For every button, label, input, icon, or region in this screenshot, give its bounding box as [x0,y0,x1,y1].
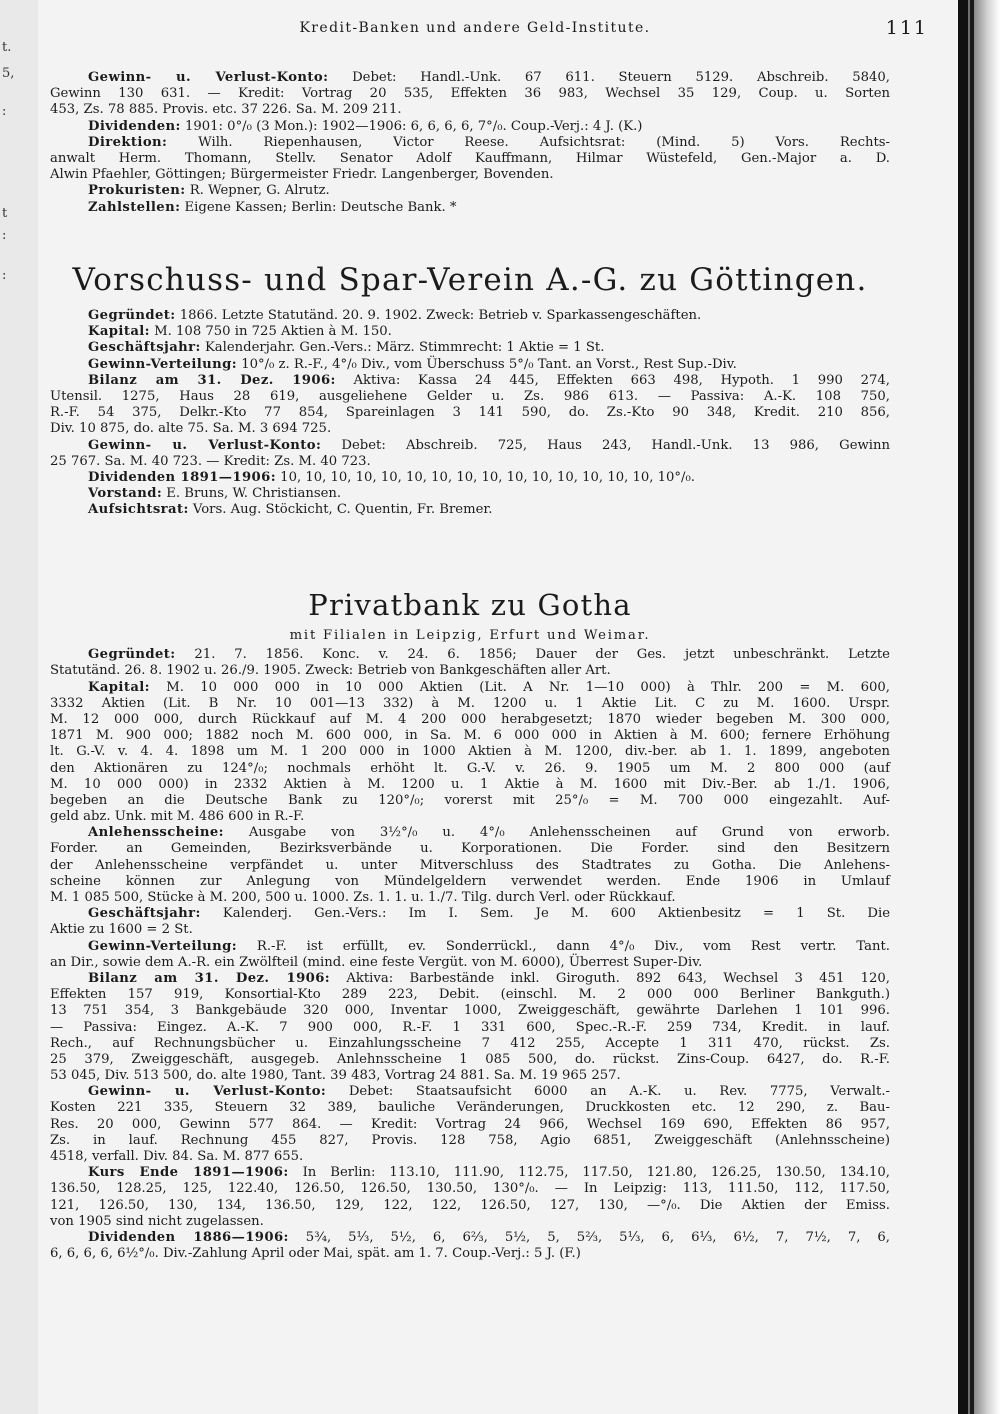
entry-text: 121, 126.50, 130, 134, 136.50, 129, 122, 122, 126.50, 127, 130, —°/₀. Die Aktien der Emiss. [50,1197,890,1213]
text-line [50,1181,890,1197]
entry-text: 21. 7. 1856. Konc. v. 24. 6. 1856; Dauer der Ges. jetzt unbeschränkt. Letzte [175,647,890,663]
entry-text: Kalenderj. Gen.-Vers.: Im I. Sem. Je M. 600 Aktienbesitz = 1 St. Die [200,906,890,922]
entry-label: Kurs Ende 1891—1906: [88,1165,289,1181]
entry-text: geld abz. Unk. mit M. 486 600 in R.-F. [50,809,305,825]
text-line [50,308,890,324]
text-line [50,502,890,518]
entry-text: von 1905 sind nicht zugelassen. [50,1213,264,1229]
entry-label: Gewinn- u. Verlust-Konto: [88,70,329,85]
text-line [50,1100,890,1116]
text-line [50,922,890,938]
text-line [50,696,890,712]
entry-text: Debet: Staatsaufsicht 6000 an A.-K. u. Rev. 7775, Verwalt.- [326,1084,890,1100]
entry-text: 4518, verfall. Div. 84. Sa. M. 877 655. [50,1149,304,1164]
section-vorschuss-verein [50,308,890,518]
entry-text: Kalenderjahr. Gen.-Vers.: März. Stimmrecht: 1 Aktie = 1 St. [200,340,605,356]
entry-text: 5¾, 5⅓, 5½, 6, 6⅔, 5½, 5, 5⅔, 5⅓, 6, 6⅓, 6½, 7, 7½, 7, 6, [288,1229,890,1245]
entry-text: der Anlehensscheine verpfändet u. unter Mitverschluss des Stadtrates zu Gotha. Die Anlehens- [50,857,890,873]
entry-text: 10°/₀ z. R.-F., 4°/₀ Div., vom Überschuss 5°/₀ Tant. an Vorst., Rest Sup.-Div. [237,356,737,372]
text-line [50,858,890,874]
text-line [50,955,890,971]
entry-text: M. 108 750 in 725 Aktien à M. 150. [149,324,392,340]
entry-label: Geschäftsjahr: [88,340,201,356]
entry-text: Aktiva: Kassa 24 445, Effekten 663 498, Hypoth. 1 990 274, [335,372,890,388]
text-line [50,647,890,663]
entry-label: Aufsichtsrat: [88,502,189,518]
text-line [50,1003,890,1019]
entry-text: Forder. an Gemeinden, Bezirksverbände u. Korporationen. Die Forder. sind den Besitzern [50,841,890,857]
margin-mark: : [2,268,7,283]
text-line [50,1117,890,1133]
entry-text: 1871 M. 900 000; 1882 noch M. 600 000, in Sa. M. 6 000 000 in Aktien à M. 600; fernere Erhöhung [50,728,890,744]
text-line [50,777,890,793]
text-line [50,151,890,167]
text-line [50,1246,890,1262]
section-privatbank-gotha [50,628,890,1262]
entry-text: 6, 6, 6, 6, 6½°/₀. Div.-Zahlung April oder Mai, spät. am 1. 7. Coup.-Verj.: 5 J. (F.) [50,1246,581,1262]
text-line [50,119,890,135]
entry-text: 25 379, Zweiggeschäft, ausgegeb. Anlehnsscheine 1 085 500, do. rückst. Zins-Coup. 6427, do. R.-F. [50,1051,890,1067]
text-line [50,971,890,987]
text-line [50,1052,890,1068]
text-line [50,890,890,906]
text-line [50,939,890,955]
entry-label: Geschäftsjahr: [88,906,201,922]
text-line [50,1165,890,1181]
text-line [50,1068,890,1084]
text-line [50,728,890,744]
entry-text: 25 767. Sa. M. 40 723. — Kredit: Zs. M. 40 723. [50,453,371,469]
text-line [50,906,890,922]
text-line [50,324,890,340]
entry-text: M. 10 000 000 in 10 000 Aktien (Lit. A Nr. 1—10 000) à Thlr. 200 = M. 600, [149,679,890,695]
entry-text: Effekten 157 919, Konsortial-Kto 289 223, Debit. (einschl. M. 2 000 000 Berliner Bankguth.) [50,987,890,1003]
entry-text: R. Wepner, G. Alrutz. [185,183,330,199]
text-line [50,663,890,679]
text-line [50,825,890,841]
text-line [50,200,890,216]
entry-text: an Dir., sowie dem A.-R. ein Zwölfteil (mind. eine feste Vergüt. von M. 6000), Überrest Super-Div. [50,954,703,970]
text-line [50,70,890,86]
text-line [50,1214,890,1230]
margin-mark: 5, [2,66,15,81]
text-line [50,744,890,760]
entry-text: Res. 20 000, Gewinn 577 864. — Kredit: Vortrag 24 966, Wechsel 169 690, Effekten 86 957, [50,1116,890,1132]
entry-text: In Berlin: 113.10, 111.90, 112.75, 117.50, 121.80, 126.25, 130.50, 134.10, [288,1165,890,1181]
entry-label: Bilanz am 31. Dez. 1906: [88,970,331,986]
entry-label: Direktion: [88,134,168,150]
entry-text: Zs. in lauf. Rechnung 455 827, Provis. 128 758, Agio 6851, Zweiggeschäft (Anlehnsscheine) [50,1132,890,1148]
text-line [50,421,890,437]
left-page-edge [0,0,38,1414]
text-line [50,357,890,373]
margin-mark: : [2,228,7,243]
entry-text: Debet: Abschreib. 725, Haus 243, Handl.-Unk. 13 986, Gewinn [321,437,890,453]
entry-text: scheine können zur Anlegung von Mündelgeldern verwendet werden. Ende 1906 in Umlauf [50,873,890,889]
entry-text: 13 751 354, 3 Bankgebäude 320 000, Inventar 1000, Zweiggeschäft, gewährte Darlehen 1 101 996. [50,1003,890,1019]
entry-text: R.-F. ist erfüllt, ev. Sonderrückl., dann 4°/₀ Div., vom Rest vertr. Tant. [237,938,890,954]
entry-text: — Passiva: Eingez. A.-K. 7 900 000, R.-F. 1 331 600, Spec.-R.-F. 259 734, Kredit. in lauf. [50,1019,890,1035]
text-line [50,809,890,825]
section-subtitle: mit Filialen in Leipzig, Erfurt und Weimar. [289,628,651,643]
entry-text: 453, Zs. 78 885. Provis. etc. 37 226. Sa. M. 209 211. [50,102,402,118]
text-line [50,1133,890,1149]
text-line [50,373,890,389]
entry-text: Eigene Kassen; Berlin: Deutsche Bank. * [180,199,457,215]
text-line [50,1020,890,1036]
margin-mark: t. [2,40,12,55]
entry-label: Gewinn-Verteilung: [88,938,238,954]
entry-text: Statutänd. 26. 8. 1902 u. 26./9. 1905. Zweck: Betrieb von Bankgeschäften aller Art. [50,663,611,679]
entry-text: Ausgabe von 3½°/₀ u. 4°/₀ Anlehensscheinen auf Grund von erworb. [223,825,890,841]
entry-text: Aktiva: Barbestände inkl. Giroguth. 892 643, Wechsel 3 451 120, [330,970,890,986]
entry-text: E. Bruns, W. Christiansen. [162,486,342,502]
text-line [50,470,890,486]
text-line [50,486,890,502]
text-line [50,793,890,809]
entry-text: Vors. Aug. Stöckicht, C. Quentin, Fr. Bremer. [188,502,493,518]
text-line [50,1036,890,1052]
text-line [50,183,890,199]
entry-text: begeben an die Deutsche Bank zu 120°/₀; vorerst mit 25°/₀ = M. 700 000 eingezahlt. Auf- [50,792,890,808]
entry-label: Prokuristen: [88,183,186,199]
entry-label: Gewinn- u. Verlust-Konto: [88,1084,327,1100]
margin-mark: t [2,206,8,221]
entry-label: Gewinn- u. Verlust-Konto: [88,437,322,453]
entry-label: Gewinn-Verteilung: [88,356,238,372]
section-title-vorschuss-verein: Vorschuss- und Spar-Verein A.-G. zu Göttingen. [72,262,868,298]
text-line [50,135,890,151]
text-line [50,987,890,1003]
text-line [50,454,890,470]
entry-text: Utensil. 1275, Haus 28 619, ausgeliehene Gelder u. Zs. 986 613. — Passiva: A.-K. 108 750, [50,388,890,404]
entry-text: 3332 Aktien (Lit. B Nr. 10 001—13 332) à M. 1200 u. 1 Aktie Lit. C zu M. 1600. Urspr. [50,695,890,711]
entry-text: anwalt Herm. Thomann, Stellv. Senator Adolf Kauffmann, Hilmar Wüstefeld, Gen.-Major a. D. [50,150,890,166]
text-line [50,1149,890,1165]
entry-label: Anlehensscheine: [88,825,224,841]
page-number: 111 [885,17,928,39]
entry-text: Wilh. Riepenhausen, Victor Reese. Aufsichtsrat: (Mind. 5) Vors. Rechts- [167,134,890,150]
entry-text: R.-F. 54 375, Delkr.-Kto 77 854, Spareinlagen 3 141 590, do. Zs.-Kto 90 348, Kredit. 210 856, [50,405,890,421]
text-line [50,1198,890,1214]
section-bank-continued [50,70,890,216]
entry-text: 53 045, Div. 513 500, do. alte 1980, Tant. 39 483, Vortrag 24 881. Sa. M. 19 965 257. [50,1068,621,1084]
entry-text: 1866. Letzte Statutänd. 20. 9. 1902. Zweck: Betrieb v. Sparkassengeschäften. [175,308,702,323]
text-line [50,340,890,356]
entry-label: Dividenden 1891—1906: [88,469,276,485]
entry-text: M. 10 000 000) in 2332 Aktien à M. 1200 u. 1 Aktie à M. 1600 mit Div.-Ber. ab 1./1. 1906, [50,776,890,792]
entry-text: Alwin Pfaehler, Göttingen; Bürgermeister Friedr. Langenberger, Bovenden. [50,167,554,183]
text-line [50,167,890,183]
entry-text: 1901: 0°/₀ (3 Mon.): 1902—1906: 6, 6, 6, 6, 7°/₀. Coup.-Verj.: 4 J. (K.) [180,118,643,134]
entry-label: Gegründet: [88,647,176,663]
page-header [50,14,928,44]
entry-text: Debet: Handl.-Unk. 67 611. Steuern 5129. Abschreib. 5840, [328,70,890,85]
entry-text: M. 1 085 500, Stücke à M. 200, 500 u. 1000. Zs. 1. 1. u. 1./7. Tilg. durch Verl. oder Rückkauf. [50,890,676,905]
entry-label: Bilanz am 31. Dez. 1906: [88,372,336,388]
section-title-privatbank-gotha: Privatbank zu Gotha [308,588,632,622]
entry-label: Zahlstellen: [88,199,181,215]
right-binding-edge [958,0,1000,1414]
text-line [50,712,890,728]
entry-text: 10, 10, 10, 10, 10, 10, 10, 10, 10, 10, 10, 10, 10, 10, 10, 10°/₀. [275,469,695,485]
margin-mark: : [2,104,7,119]
entry-text: Gewinn 130 631. — Kredit: Vortrag 20 535, Effekten 36 983, Wechsel 35 129, Coup. u. Sorten [50,86,890,102]
text-line [50,841,890,857]
text-line [50,438,890,454]
entry-label: Vorstand: [88,486,163,502]
entry-label: Kapital: [88,679,150,695]
entry-label: Kapital: [88,324,150,340]
entry-text: Aktie zu 1600 = 2 St. [50,922,193,938]
entry-label: Dividenden 1886—1906: [88,1229,289,1245]
text-line [50,86,890,102]
text-line [50,874,890,890]
entry-text: Rech., auf Rechnungsbücher u. Einzahlungsscheine 7 412 255, Accepte 1 311 470, rückst. Zs. [50,1035,890,1051]
text-line [50,389,890,405]
text-line [50,680,890,696]
text-line [50,1230,890,1246]
text-line [50,405,890,421]
running-title: Kredit-Banken und andere Geld-Institute. [299,20,651,36]
entry-text: Div. 10 875, do. alte 75. Sa. M. 3 694 725. [50,421,332,437]
text-line [50,1084,890,1100]
text-line [50,102,890,118]
entry-label: Dividenden: [88,118,181,134]
text-line [50,761,890,777]
entry-text: lt. G.-V. v. 4. 4. 1898 um M. 1 200 000 in 1000 Aktien à M. 1200, div.-ber. ab 1. 1. 1899, angeboten [50,744,890,760]
entry-text: M. 12 000 000, durch Rückkauf auf M. 4 200 000 herabgesetzt; 1870 wieder begeben M. 300 000, [50,711,890,727]
entry-text: 136.50, 128.25, 125, 122.40, 126.50, 126.50, 130.50, 130°/₀. — In Leipzig: 113, 111.50, 112, 117.50, [50,1181,890,1197]
entry-text: Kosten 221 335, Steuern 32 389, bauliche Veränderungen, Druckkosten etc. 12 290, z. Bau- [50,1100,890,1116]
entry-text: den Aktionären zu 124°/₀; nochmals erhöht lt. G.-V. v. 26. 9. 1905 um M. 2 800 000 (auf [50,760,890,776]
entry-label: Gegründet: [88,308,176,323]
